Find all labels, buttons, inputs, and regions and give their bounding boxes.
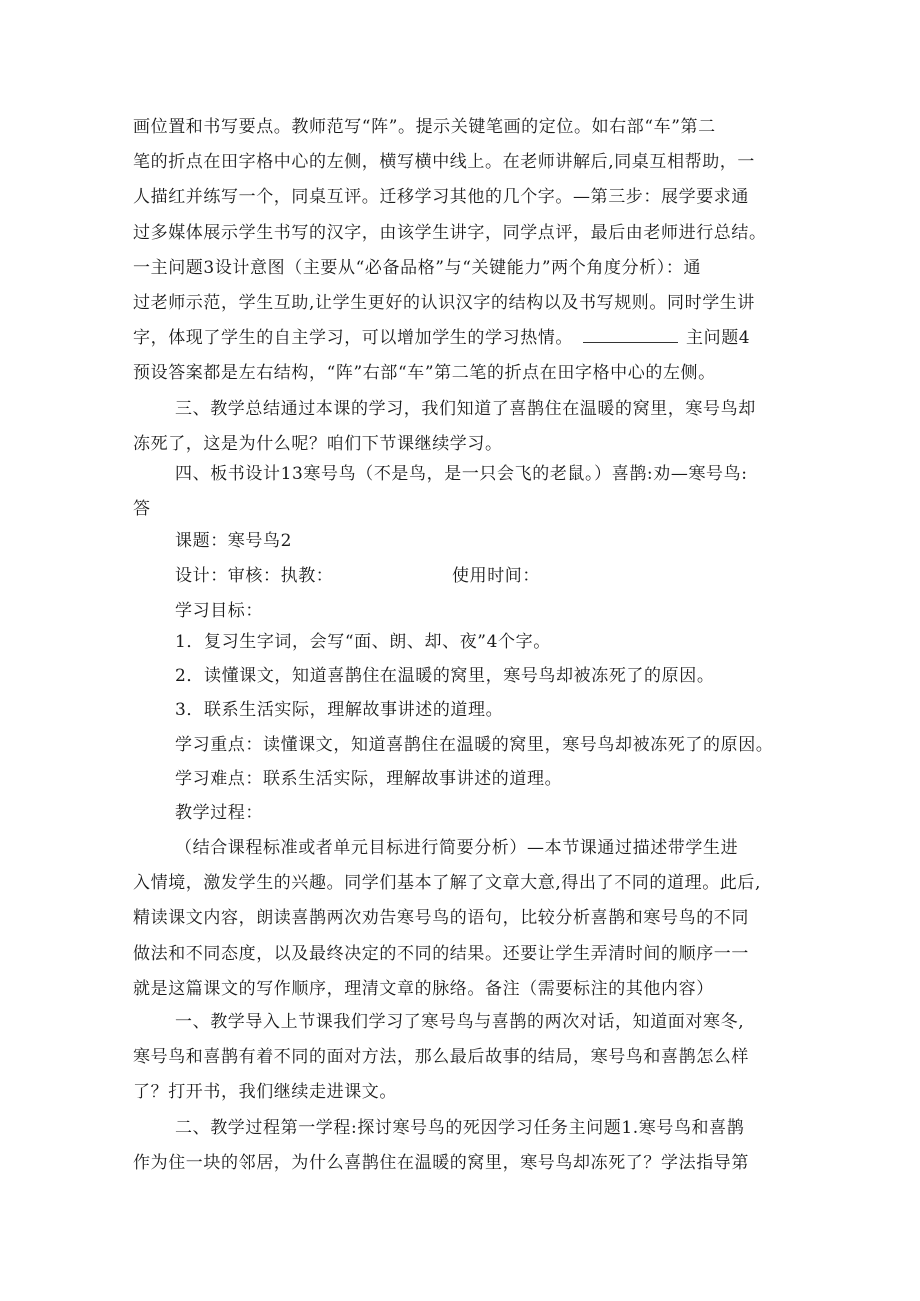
paragraph-summary — [133, 392, 793, 462]
process-heading: 教学过程： — [175, 803, 263, 823]
text-line-with-blank — [133, 321, 793, 356]
text-line: 冻死了，这是为什么呢？咱们下节课继续学习。 — [133, 434, 503, 455]
text-line: 一主问题3设计意图（主要从“必备品格”与“关键能力”两个角度分析）：通 — [133, 257, 702, 278]
text-line: 四、板书设计13寒号鸟（不是鸟，是一只会飞的老鼠。）喜鹊:劝—寒号鸟: — [175, 464, 748, 484]
lesson-title: 课题：寒号鸟2 — [175, 531, 293, 551]
difficult-point: 学习难点：联系生活实际，理解故事讲述的道理。 — [175, 769, 563, 789]
text-segment: 主问题4 — [686, 328, 751, 349]
objective-item: 3．联系生活实际，理解故事讲述的道理。 — [175, 700, 504, 720]
text-line: 画位置和书写要点。教师范写“阵”。提示关键笔画的定位。如右部“车”第二 — [133, 117, 716, 137]
text-line: 就是这篇课文的写作顺序，理清文章的脉络。备注（需要标注的其他内容） — [133, 978, 714, 999]
text-line: 了？打开书，我们继续走进课文。 — [133, 1082, 397, 1103]
time-label: 使用时间： — [452, 566, 540, 586]
text-line: 作为住一块的邻居，为什么喜鹊住在温暖的窝里，寒号鸟却冻死了？学法指导第 — [133, 1153, 749, 1174]
objective-item: 2．读懂课文，知道喜鹊住在温暖的窝里，寒号鸟却被冻死了的原因。 — [175, 666, 715, 686]
paragraph-board-design — [133, 457, 793, 527]
text-line: 精读课文内容，朗读喜鹊两次劝告寒号鸟的语句，比较分析喜鹊和寒号鸟的不同 — [133, 908, 749, 929]
objective-item: 1．复习生字词，会写“面、朗、却、夜”4个字。 — [175, 632, 551, 652]
design-label: 设计：审核：执教： — [175, 566, 334, 586]
text-line: 一、教学导入上节课我们学习了寒号鸟与喜鹊的两次对话，知道面对寒冬, — [175, 1012, 745, 1032]
text-line: 人描红并练写一个，同桌互评。迁移学习其他的几个字。—第三步：展学要求通 — [133, 187, 749, 208]
paragraph-writing-guidance — [133, 110, 793, 392]
text-line: 三、教学总结通过本课的学习，我们知道了喜鹊住在温暖的窝里，寒号鸟却 — [175, 399, 756, 419]
text-line: 笔的折点在田字格中心的左侧，横写横中线上。在老师讲解后,同桌互相帮助，一 — [133, 152, 756, 173]
text-line: 答 — [133, 499, 151, 520]
text-line: 过多媒体展示学生书写的汉字，由该学生讲字，同学点评，最后由老师进行总结。 — [133, 222, 767, 243]
text-line: 预设答案都是左右结构，“阵”右部“车”第二笔的折点在田字格中心的左侧。 — [133, 363, 716, 384]
key-point: 学习重点：读懂课文，知道喜鹊住在温暖的窝里，寒号鸟却被冻死了的原因。 — [175, 735, 774, 755]
text-line: （结合课程标准或者单元目标进行简要分析）—本节课通过描述带学生进 — [175, 838, 739, 858]
text-line: 入情境，激发学生的兴趣。同学们基本了解了文章大意,得出了不同的道理。此后, — [133, 873, 762, 894]
text-line: 过老师示范，学生互助,让学生更好的认识汉字的结构以及书写规则。同时学生讲 — [133, 293, 756, 314]
text-line: 做法和不同态度，以及最终决定的不同的结果。还要让学生弄清时间的顺序一一 — [133, 943, 749, 964]
paragraph-introduction — [133, 1005, 793, 1111]
text-line: 寒号鸟和喜鹊有着不同的面对方法，那么最后故事的结局，寒号鸟和喜鹊怎么样 — [133, 1047, 749, 1068]
objectives-heading: 学习目标： — [175, 601, 263, 621]
fill-in-blank — [583, 325, 678, 343]
text-line: 二、教学过程第一学程:探讨寒号鸟的死因学习任务主问题1.寒号鸟和喜鹊 — [175, 1118, 745, 1138]
paragraph-process — [133, 1111, 793, 1181]
text-segment: 字，体现了学生的自主学习，可以增加学生的学习热情。 — [133, 328, 573, 349]
paragraph-analysis — [133, 831, 793, 1007]
